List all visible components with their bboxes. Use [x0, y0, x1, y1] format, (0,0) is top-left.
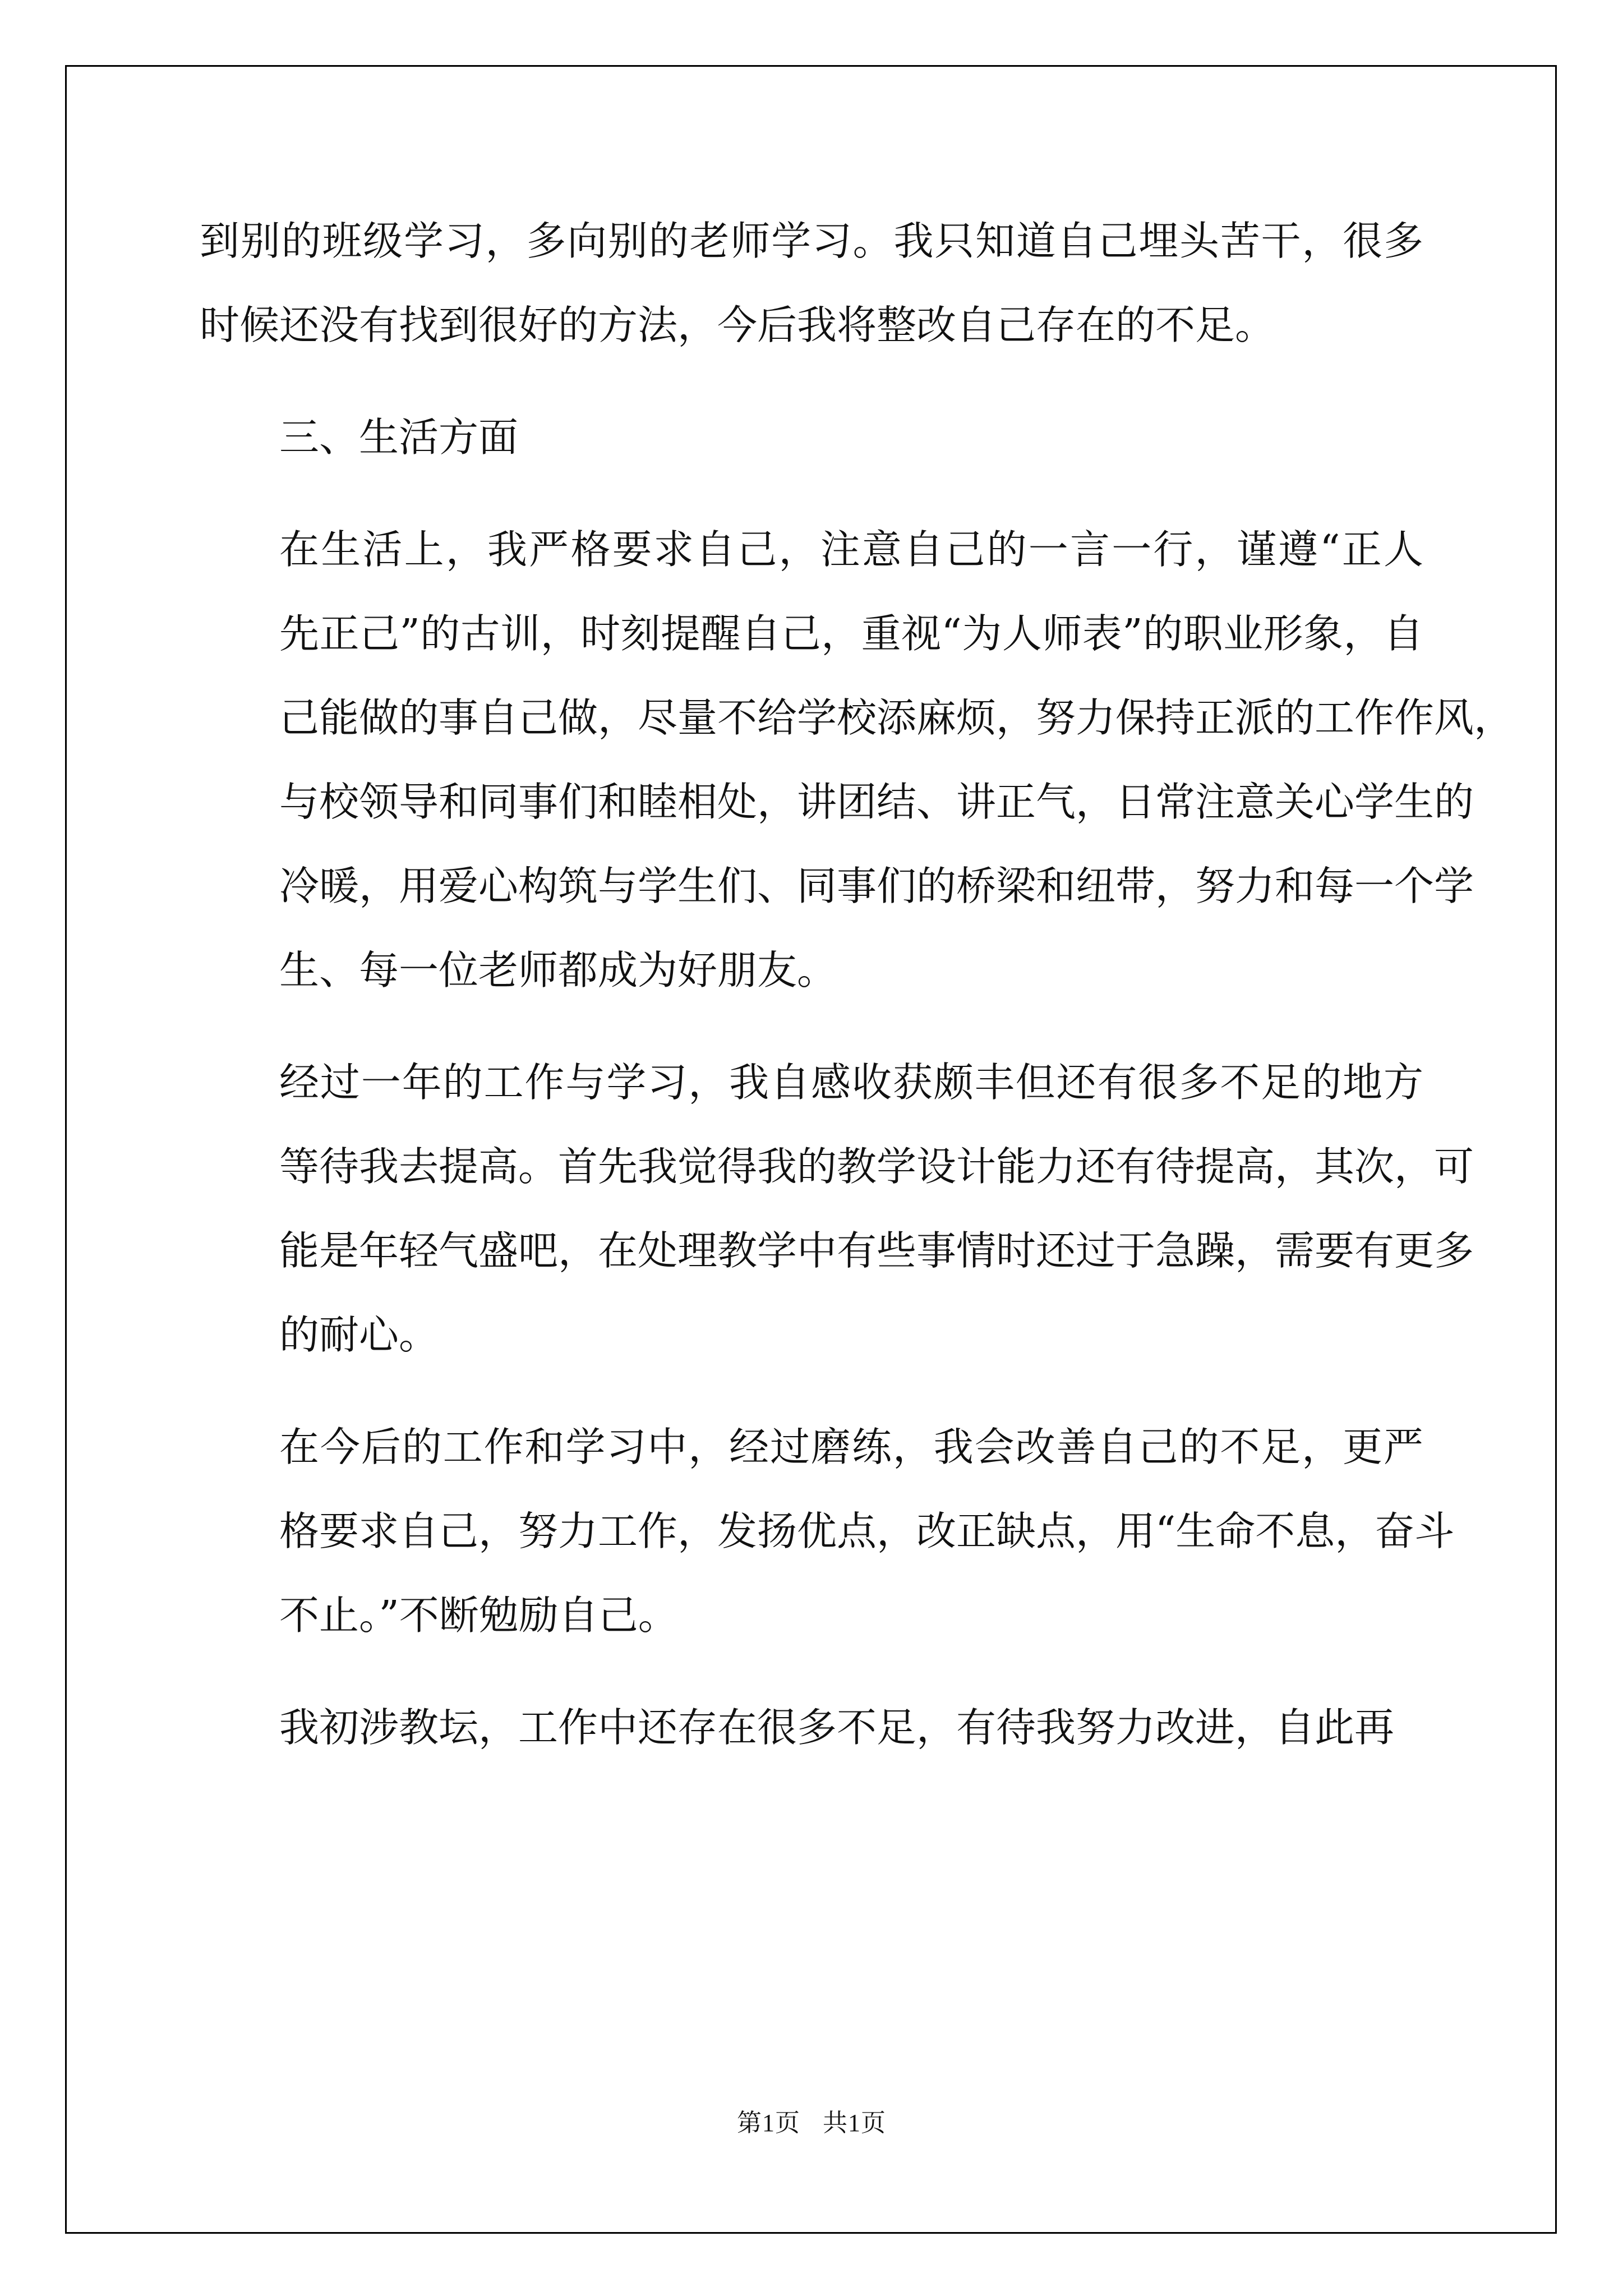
document-body [200, 199, 1514, 1798]
text-line: 在今后的工作和学习中，经过磨练，我会改善自己的不足，更严 [279, 1424, 1423, 1470]
text-line: 等待我去提高。首先我觉得我的教学设计能力还有待提高，其次，可 [279, 1143, 1474, 1190]
text-line: 不止。”不断勉励自己。 [279, 1592, 678, 1639]
text-line: 先正己”的古训，时刻提醒自己，重视“为人师表”的职业形象，自 [279, 610, 1423, 657]
page-total: 共1页 [823, 2109, 886, 2137]
text-line: 能是年轻气盛吧，在处理教学中有些事情时还过于急躁，需要有更多 [279, 1227, 1474, 1274]
paragraph [200, 395, 1423, 480]
text-line: 格要求自己，努力工作，发扬优点，改正缺点，用“生命不息，奋斗 [279, 1508, 1455, 1554]
text-line: 时候还没有找到很好的方法，今后我将整改自己存在的不足。 [200, 302, 1275, 348]
paragraph [200, 1041, 1474, 1377]
text-line: 生、每一位老师都成为好朋友。 [279, 947, 837, 993]
text-line: 三、生活方面 [279, 414, 519, 461]
text-line: 在生活上，我严格要求自己，注意自己的一言一行，谨遵“正人 [279, 526, 1423, 573]
text-line: 我初涉教坛，工作中还存在很多不足，有待我努力改进，自此再 [279, 1704, 1395, 1751]
paragraph [200, 508, 1514, 1013]
page-number: 第1页 [737, 2109, 800, 2137]
paragraph [200, 1686, 1423, 1770]
text-line: 己能做的事自己做，尽量不给学校添麻烦，努力保持正派的工作作风， [279, 694, 1514, 741]
text-line: 与校领导和同事们和睦相处，讲团结、讲正气，日常注意关心学生的 [279, 779, 1474, 825]
paragraph [200, 1405, 1455, 1658]
page-footer [0, 2102, 1623, 2138]
text-line: 的耐心。 [279, 1312, 439, 1358]
text-line: 到别的班级学习，多向别的老师学习。我只知道自己埋头苦干，很多 [200, 218, 1423, 264]
paragraph [200, 199, 1423, 367]
text-line: 经过一年的工作与学习，我自感收获颇丰但还有很多不足的地方 [279, 1059, 1423, 1106]
text-line: 冷暖，用爱心构筑与学生们、同事们的桥梁和纽带，努力和每一个学 [279, 863, 1474, 909]
